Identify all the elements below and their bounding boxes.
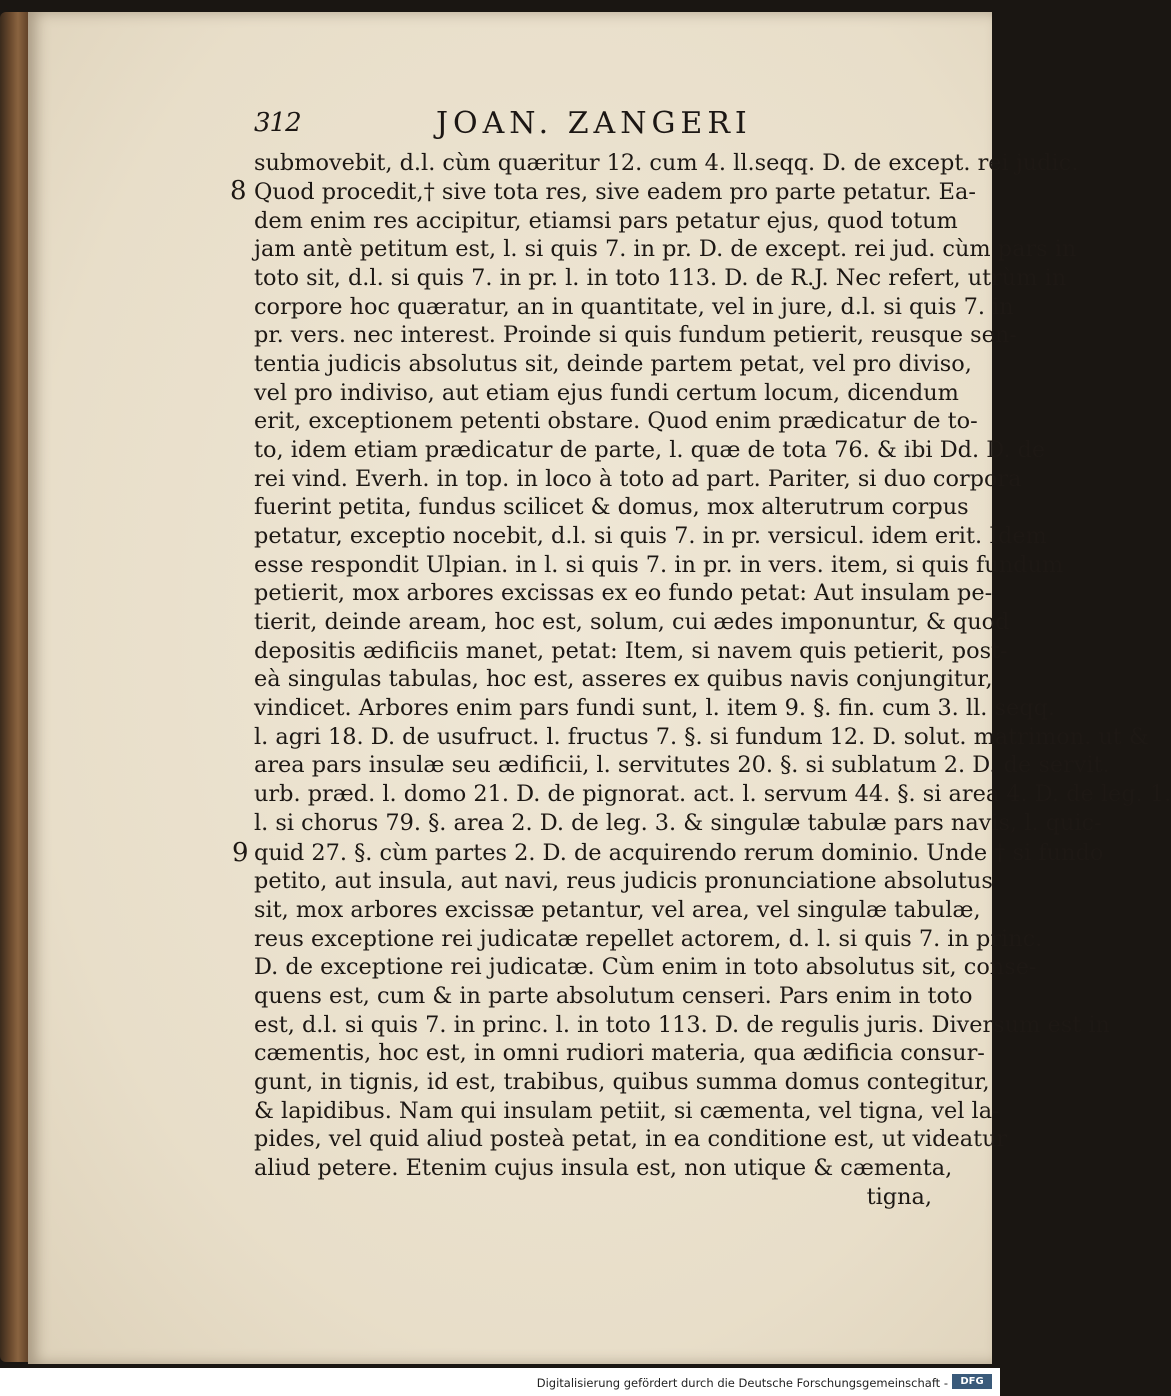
text-line: eà singulas tabulas, hoc est, asseres ex quibus navis conjungitur,: [254, 666, 993, 692]
text-line: urb. præd. l. domo 21. D. de pignorat. act. l. servum 44. §. si area 4. D. de leg. 1.: [254, 781, 1171, 807]
text-line: aliud petere. Etenim cujus insula est, non utique & cæmenta,: [254, 1155, 953, 1181]
text-line: depositis ædificiis manet, petat: Item, si navem quis petierit, post-: [254, 638, 1008, 664]
text-line: sit, mox arbores excissæ petantur, vel area, vel singulæ tabulæ,: [254, 897, 981, 923]
catchword: tigna,: [866, 1184, 932, 1210]
funding-note: Digitalisierung gefördert durch die Deutsche Forschungsgemeinschaft -: [536, 1376, 948, 1390]
text-line: fuerint petita, fundus scilicet & domus, mox alterutrum corpus: [254, 494, 969, 520]
margin-number: 9: [232, 838, 249, 868]
text-line: pides, vel quid aliud posteà petat, in ea conditione est, ut videatur: [254, 1126, 1008, 1152]
text-line: gunt, in tignis, id est, trabibus, quibus summa domus contegitur,: [254, 1069, 990, 1095]
text-line: vel pro indiviso, aut etiam ejus fundi certum locum, dicendum: [254, 380, 959, 406]
text-line: & lapidibus. Nam qui insulam petiit, si cæmenta, vel tigna, vel la-: [254, 1098, 1000, 1124]
text-line: erit, exceptionem petenti obstare. Quod enim prædicatur de to-: [254, 408, 978, 434]
text-line: D. de exceptione rei judicatæ. Cùm enim in toto absolutus sit, conse-: [254, 954, 1037, 980]
text-line: quens est, cum & in parte absolutum censeri. Pars enim in toto: [254, 983, 973, 1009]
text-line: rei vind. Everh. in top. in loco à toto ad part. Pariter, si duo corpora: [254, 466, 1022, 492]
text-line: esse respondit Ulpian. in l. si quis 7. in pr. in vers. item, si quis fundum: [254, 552, 1064, 578]
running-title: JOAN. ZANGERI: [436, 106, 752, 141]
margin-number: 8: [230, 176, 247, 206]
text-line: l. agri 18. D. de usufruct. l. fructus 7. §. si fundum 12. D. solut. matrimon. ut &: [254, 724, 1149, 750]
text-line: toto sit, d.l. si quis 7. in pr. l. in toto 113. D. de R.J. Nec refert, utrùm in: [254, 265, 1067, 291]
text-line: area pars insulæ seu ædificii, l. servitutes 20. §. si sublatum 2. D. de servit.: [254, 752, 1110, 778]
text-line: Quod procedit,† sive tota res, sive eadem pro parte petatur. Ea-: [254, 179, 976, 205]
text-line: est, d.l. si quis 7. in princ. l. in toto 113. D. de regulis juris. Diversum est in: [254, 1012, 1110, 1038]
text-line: jam antè petitum est, l. si quis 7. in pr. D. de except. rei jud. cùm pars in: [254, 236, 1077, 262]
text-line: corpore hoc quæratur, an in quantitate, vel in jure, d.l. si quis 7. in: [254, 294, 1014, 320]
text-line: quid 27. §. cùm partes 2. D. de acquirendo rerum dominio. Unde † si fundo: [254, 840, 1104, 866]
text-line: to, idem etiam prædicatur de parte, l. quæ de tota 76. & ibi Dd. D. de: [254, 437, 1046, 463]
dfg-logo: DFG: [952, 1374, 992, 1389]
text-line: submovebit, d.l. cùm quæritur 12. cum 4. ll.seqq. D. de except. rei judic.: [254, 150, 1079, 176]
text-line: petierit, mox arbores excissas ex eo fundo petat: Aut insulam pe-: [254, 580, 993, 606]
text-line: cæmentis, hoc est, in omni rudiori materia, qua ædificia consur-: [254, 1040, 985, 1066]
text-line: petito, aut insula, aut navi, reus judicis pronunciatione absolutus: [254, 868, 993, 894]
text-line: petatur, exceptio nocebit, d.l. si quis 7. in pr. versicul. idem erit. Idem: [254, 523, 1047, 549]
text-line: reus exceptione rei judicatæ repellet actorem, d. l. si quis 7. in princ.: [254, 926, 1043, 952]
text-line: pr. vers. nec interest. Proinde si quis fundum petierit, reusque sen-: [254, 322, 1017, 348]
digitization-footer: [0, 1368, 1000, 1396]
page-number: 312: [254, 108, 301, 138]
text-line: tentia judicis absolutus sit, deinde partem petat, vel pro diviso,: [254, 351, 972, 377]
text-line: dem enim res accipitur, etiamsi pars petatur ejus, quod totum: [254, 208, 958, 234]
text-line: l. si chorus 79. §. area 2. D. de leg. 3. & singulæ tabulæ pars navis, l. quic-: [254, 810, 1102, 836]
text-line: vindicet. Arbores enim pars fundi sunt, l. item 9. §. fin. cum 3. ll. seqq.: [254, 695, 1056, 721]
text-line: tierit, deinde aream, hoc est, solum, cui ædes imponuntur, & quod: [254, 609, 1010, 635]
